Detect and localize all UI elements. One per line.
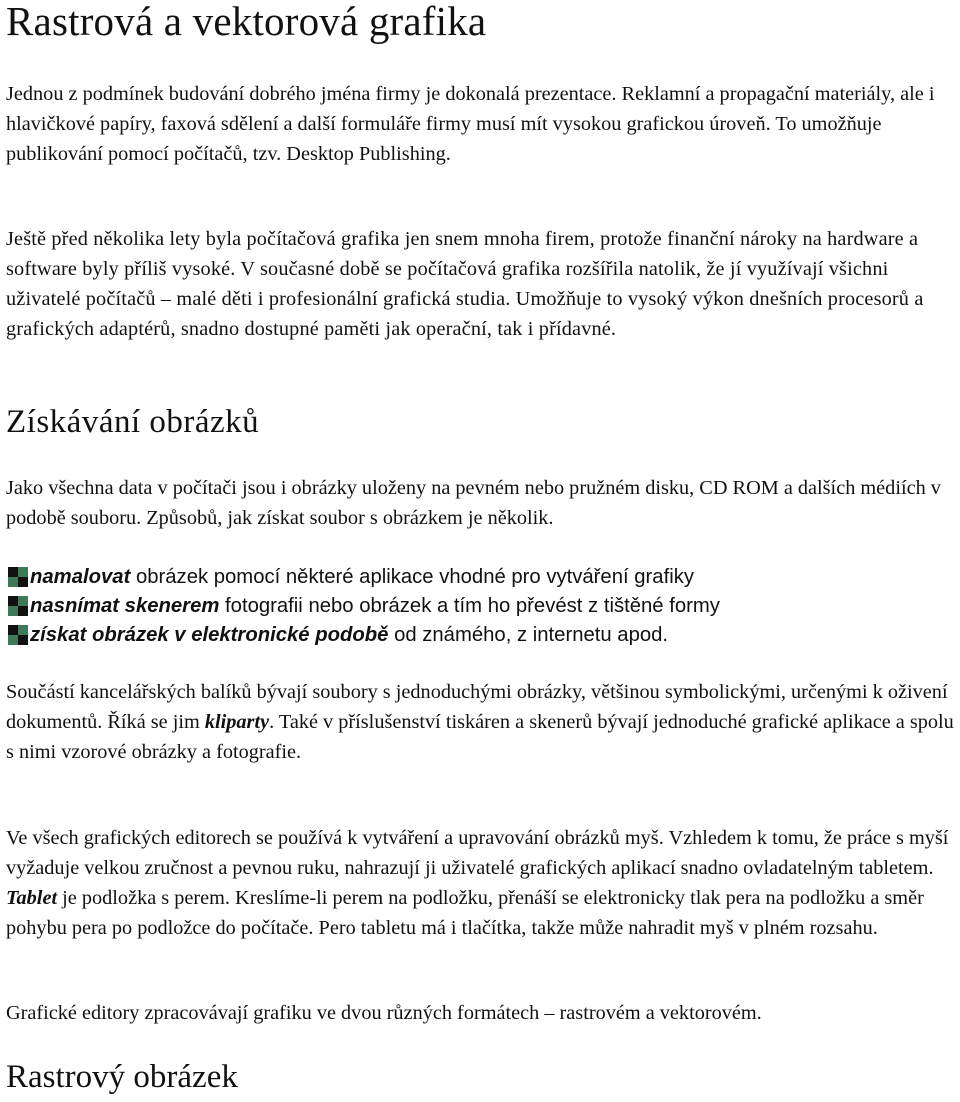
page-title: Rastrová a vektorová grafika [6, 0, 487, 44]
list-item-text: od známého, z internetu apod. [388, 624, 669, 646]
term-tablet: Tablet [6, 887, 58, 909]
section-heading-rastrovy: Rastrový obrázek [6, 1059, 238, 1095]
paragraph-text: Součástí kancelářských balíků bývají soubory s jednoduchými obrázky, většinou symbolickými, určenými k oživení dokumentů. Říká se jim [6, 681, 948, 733]
list-item-term: namalovat [30, 566, 131, 588]
list-item [8, 563, 954, 592]
section1-paragraph-1: Jako všechna data v počítači jsou i obrázky uloženy na pevném nebo pružném disku, CD ROM a dalších médiích v podobě souboru. Způsobů, jak získat soubor s obrázkem je několik. [6, 477, 941, 529]
term-kliparty: kliparty [204, 711, 270, 733]
list-item-term: nasnímat skenerem [30, 595, 220, 617]
checker-square-icon [8, 596, 28, 616]
list-item [8, 621, 954, 650]
paragraph-text: Ve všech grafických editorech se používá k vytváření a upravování obrázků myš. Vzhledem k tomu, že práce s myší vyžaduje velkou zručnost a pevnou ruku, nahrazují ji uživatelé grafických aplikací snadno ovladatelným tabletem. [6, 827, 949, 879]
section-heading-ziskavani: Získávání obrázků [6, 404, 260, 440]
list-item-text: obrázek pomocí některé aplikace vhodné pro vytváření grafiky [130, 566, 694, 588]
paragraph-text: je podložka s perem. Kreslíme-li perem na podložku, přenáší se elektronicky tlak pera na podložku a směr pohybu pera po podložce do počítače. Pero tabletu má i tlačítka, takže může nahradit myš v plném rozsahu. [6, 887, 924, 939]
list-item [8, 592, 954, 621]
intro-paragraph-1: Jednou z podmínek budování dobrého jména firmy je dokonalá prezentace. Reklamní a propagační materiály, ale i hlavičkové papíry, faxová sdělení a další formuláře firmy musí mít vysokou grafickou úroveň. To umožňuje publikování pomocí počítačů, tzv. Desktop Publishing. [6, 83, 935, 165]
method-list [8, 563, 954, 650]
paragraph-text: . Také v příslušenství tiskáren a skenerů bývají jednoduché grafické aplikace a spolu s nimi vzorové obrázky a fotografie. [6, 711, 954, 763]
checker-square-icon [8, 567, 28, 587]
checker-square-icon [8, 625, 28, 645]
intro-paragraph-2: Ještě před několika lety byla počítačová grafika jen snem mnoha firem, protože finanční nároky na hardware a software byly příliš vysoké. V současné době se počítačová grafika rozšířila natolik, že jí využívají všichni uživatelé počítačů – malé děti i profesionální grafická studia. Umožňuje to vysoký výkon dnešních procesorů a grafických adaptérů, snadno dostupné paměti jak operační, tak i přídavné. [6, 228, 924, 340]
list-item-term: získat obrázek v elektronické podobě [30, 624, 389, 646]
section1-paragraph-3 [6, 823, 954, 943]
section1-paragraph-4: Grafické editory zpracovávají grafiku ve dvou různých formátech – rastrovém a vektorovém. [6, 1002, 762, 1024]
section1-paragraph-2 [6, 677, 954, 767]
list-item-text: fotografii nebo obrázek a tím ho převést z tištěné formy [219, 595, 720, 617]
